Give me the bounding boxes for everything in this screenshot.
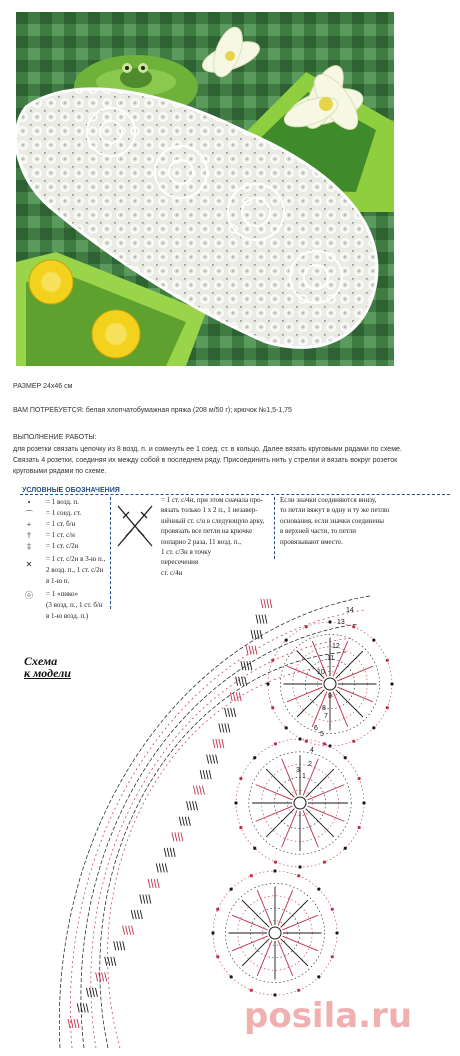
chain-dot [298,737,301,740]
chain-dot [253,847,256,850]
stitch-fan [146,895,148,904]
stitch-fan [193,801,195,810]
doily-photo [16,12,394,366]
stitch-fan [137,910,139,919]
row-number-label: 5 [320,731,324,738]
chain-dot [239,777,242,780]
legend-item-slip: = 1 соед. ст. [46,509,82,517]
stitch-fan [255,646,257,655]
stitch-fan [143,895,145,904]
chain-dot [271,706,274,709]
stitch-spoke [282,759,297,796]
stitch-spoke [266,809,294,837]
stitch-spoke [336,651,363,678]
stitch-spoke [333,691,348,727]
chain-dot [250,874,253,877]
stitch-fan [131,910,133,919]
stitch-fan [178,832,180,841]
quadruple-treble-icon [114,502,156,550]
row-number-label: 11 [327,655,335,662]
chain-dot [386,659,389,662]
stitch-fan [71,1019,73,1028]
stitch-fan [216,739,218,748]
stitch-fan [187,801,189,810]
stitch-fan [86,1003,88,1012]
chain-dot [234,801,237,804]
stitch-fan [216,755,218,764]
stitch-fan [132,926,134,935]
stitch-fan [259,615,261,624]
chain-dot [273,869,276,872]
stitch-fan [83,1003,85,1012]
stitch-fan [102,972,104,981]
stitch-fan [213,739,215,748]
stitch-spoke [242,939,269,966]
stitch-spoke [297,690,324,717]
chain-dot [372,726,375,729]
stitch-fan [74,1019,76,1028]
row-number-label: 14 [346,607,354,614]
stitch-fan [134,910,136,919]
chain-dot [328,744,331,747]
work-line-2: Связать 4 розетки, соединяя их между собой в последнем ряду. Присоединить нить у стрелки и вязать вокруг розеток [13,457,398,464]
chain-dot [362,801,365,804]
legend-item-chain: = 1 возд. п. [46,498,79,506]
chain-dot [317,888,320,891]
stitch-fan [173,848,175,857]
stitch-fan [77,1019,79,1028]
stitch-fan [200,770,202,779]
stitch-spoke [257,890,272,926]
stitch-fan [245,677,247,686]
stitch-fan [126,926,128,935]
stitch-fan [264,599,266,608]
stitch-spoke [307,785,344,800]
work-line-3: круговыми рядами по схеме. [13,468,107,475]
double-crochet-icon: † [27,531,31,540]
stitch-fan [157,879,159,888]
stitch-fan [182,817,184,826]
stitch-fan [140,910,142,919]
stitch-fan [219,723,221,732]
row-number-label: 13 [337,619,345,626]
stitch-fan [225,708,227,717]
stitch-fan [225,723,227,732]
stitch-fan [68,1019,70,1028]
legend-col2-line: провязать все петли на крючке [161,527,253,536]
stitch-fan [260,630,262,639]
chain-dot [274,742,277,745]
stitch-fan [207,755,209,764]
legend-col3-line: в верхней части, то петли [280,527,357,536]
stitch-fan [213,755,215,764]
stitch-fan [159,863,161,872]
border-arc [108,666,340,1048]
row-number-label: 10 [317,669,325,676]
legend-col3-line: то петли вяжут в одну и ту же петлю [280,506,390,515]
border-arc [91,638,352,1048]
schema-title-line1: Схема [24,654,58,668]
stitch-fan [188,817,190,826]
chain-dot [211,931,214,934]
stitch-fan [185,817,187,826]
row-number-label: 3 [296,767,300,774]
materials-line: ВАМ ПОТРЕБУЕТСЯ: белая хлопчатобумажная пряжа (208 м/50 г); крючок №1,5-1,75 [13,407,292,414]
stitch-spoke [307,806,344,821]
watermark: posila.ru [244,996,413,1036]
size-line: РАЗМЕР 24х46 см [13,383,73,390]
chain-dot [297,874,300,877]
chain-dot [253,756,256,759]
border-arc [100,652,346,1048]
stitch-fan [203,770,205,779]
stitch-spoke [287,687,323,702]
stitch-spoke [282,810,297,847]
legend-item-crossed-cont1: 2 возд. п., 1 ст. с/2н [46,566,104,574]
stitch-fan [261,599,263,608]
stitch-fan [252,646,254,655]
legend-item-tr: = 1 ст. с/2н [46,542,79,550]
stitch-spoke [232,915,268,930]
chain-dot [358,777,361,780]
stitch-spoke [336,690,363,717]
chain-dot [344,756,347,759]
chain-dot [298,865,301,868]
stitch-fan [162,863,164,872]
chain-dot [386,706,389,709]
stitch-fan [228,708,230,717]
chain-dot [331,908,334,911]
stitch-fan [108,957,110,966]
chain-dot [305,625,308,628]
rosette-center [269,927,281,939]
slip-stitch-icon: ⌒ [25,510,33,519]
single-crochet-icon: + [26,520,32,529]
row-number-label: 4 [310,747,314,754]
legend-col2 [161,495,273,578]
stitch-fan [209,770,211,779]
stitch-spoke [257,940,272,976]
chain-dot [216,955,219,958]
stitch-fan [231,708,233,717]
stitch-fan [222,739,224,748]
stitch-fan [190,801,192,810]
stitch-fan [114,957,116,966]
stitch-spoke [282,936,318,951]
stitch-fan [222,723,224,732]
stitch-spoke [306,769,334,797]
stitch-fan [123,941,125,950]
stitch-spoke [337,687,373,702]
stitch-fan [219,739,221,748]
legend-col2-line: вязать только 1 х 2 п., 1 незавер- [161,506,258,515]
stitch-fan [129,926,131,935]
stitch-fan [236,677,238,686]
stitch-fan [242,677,244,686]
chain-dot [331,955,334,958]
border-arc [81,624,358,1048]
stitch-fan [164,848,166,857]
legend-col2-line: 1 ст. с/3н в точку [161,548,212,557]
stitch-spoke [306,809,334,837]
stitch-fan [105,957,107,966]
stitch-fan [251,630,253,639]
stitch-fan [154,879,156,888]
stitch-fan [199,786,201,795]
stitch-spoke [303,810,318,847]
legend-item-crossed: = 1 ст. с/2н в 3-ю п., [46,555,106,563]
stitch-spoke [256,785,293,800]
legend-separator [274,497,276,559]
chain-dot [344,847,347,850]
stitch-spoke [281,939,308,966]
legend-item-picot-cont1: (3 возд. п., 1 ст. б/н [46,601,103,609]
chain-dot [323,861,326,864]
stitch-fan [167,848,169,857]
chain-dot [352,740,355,743]
stitch-fan [270,599,272,608]
chain-dot [230,888,233,891]
stitch-spoke [337,666,373,681]
stitch-fan [114,941,116,950]
row-number-label: 2 [308,761,312,768]
schema-title-line2: к модели [24,666,71,680]
legend-item-dc: = 1 ст. с/н [46,531,75,539]
stitch-fan [256,615,258,624]
chain-dot [271,659,274,662]
stitch-fan [206,770,208,779]
chain-dot [250,989,253,992]
stitch-fan [95,988,97,997]
legend-item-crossed-cont2: в 1-ю п. [46,577,70,585]
stitch-fan [149,895,151,904]
chain-dot [297,989,300,992]
crochet-schema [40,588,454,1050]
stitch-spoke [281,900,308,927]
stitch-fan [239,677,241,686]
row-number-label: 9 [328,693,332,700]
legend-col3-line: провязывают вместе. [280,537,343,546]
chain-dot [285,639,288,642]
stitch-fan [267,599,269,608]
stitch-fan [196,786,198,795]
legend-col2-line: шённый ст. с/н в следующую арку, [161,516,265,525]
stitch-fan [96,972,98,981]
legend-col2-line: ст. с/4н [161,568,183,577]
stitch-fan [179,817,181,826]
chain-dot [216,908,219,911]
stitch-fan [254,630,256,639]
chain-dot [352,625,355,628]
schema-title [24,655,71,679]
rosette-center [324,678,336,690]
stitch-fan [202,786,204,795]
chain-dot [335,931,338,934]
row-number-label: 6 [314,725,318,732]
legend-item-picot: = 1 «пико» [46,590,78,598]
stitch-fan [246,646,248,655]
legend-col2-line: пересечения [161,558,199,567]
row-number-label: 1 [302,773,306,780]
chain-dot [230,975,233,978]
stitch-fan [123,926,125,935]
legend-item-picot-cont2: в 1-ю возд. п.) [46,612,89,620]
stitch-fan [86,988,88,997]
stitch-fan [249,646,251,655]
stitch-fan [120,941,122,950]
chain-dot [390,682,393,685]
stitch-fan [247,661,249,670]
stitch-fan [262,615,264,624]
row-number-label: 7 [324,713,328,720]
stitch-fan [165,863,167,872]
chain-dot [328,620,331,623]
chain-dot [285,726,288,729]
rosette-center [294,797,306,809]
row-number-label: 12 [332,643,340,650]
chain-dot [274,861,277,864]
stitch-fan [236,692,238,701]
chain-dot [239,826,242,829]
legend-col3 [280,495,398,547]
stitch-fan [151,879,153,888]
picot-icon: ⓞ [25,591,33,600]
stitch-fan [241,661,243,670]
legend-col2-line: = 1 ст. с/4н, при этом сначала про- [161,496,263,504]
stitch-fan [244,661,246,670]
stitch-fan [111,957,113,966]
stitch-spoke [282,915,318,930]
stitch-fan [265,615,267,624]
stitch-fan [196,801,198,810]
work-line-1: для розетки связать цепочку из 8 возд. п. и сомкнуть ее 1 соед. ст. в кольцо. Далее вязать круговыми рядами по схеме. [13,446,402,453]
chain-stitch-icon: • [27,498,31,507]
stitch-spoke [278,890,293,926]
stitch-fan [175,832,177,841]
stitch-spoke [278,940,293,976]
chain-dot [317,975,320,978]
stitch-fan [117,941,119,950]
stitch-fan [105,972,107,981]
row-number-label: 8 [322,705,326,712]
stitch-fan [250,661,252,670]
stitch-spoke [256,806,293,821]
border-arc [59,596,370,1048]
stitch-spoke [232,936,268,951]
stitch-fan [234,708,236,717]
stitch-fan [156,863,158,872]
work-heading: ВЫПОЛНЕНИЕ РАБОТЫ: [13,434,97,441]
chain-dot [305,740,308,743]
stitch-fan [92,988,94,997]
crossed-treble-icon: ✕ [25,560,33,569]
stitch-spoke [242,900,269,927]
treble-crochet-icon: ‡ [27,542,31,551]
stitch-fan [170,848,172,857]
legend-item-sc: = 1 ст. б/н [46,520,76,528]
stitch-fan [210,755,212,764]
chain-dot [372,639,375,642]
chain-dot [358,826,361,829]
stitch-fan [172,832,174,841]
stitch-fan [228,723,230,732]
stitch-fan [193,786,195,795]
chain-dot [266,682,269,685]
stitch-fan [77,1003,79,1012]
stitch-fan [181,832,183,841]
stitch-fan [140,895,142,904]
legend-title: УСЛОВНЫЕ ОБОЗНАЧЕНИЯ [22,487,120,494]
legend-col3-line: Если значки соединяются внизу, [280,496,377,504]
legend-col2-line: попарно 2 раза, 11 возд. п., [161,537,242,546]
stitch-spoke [266,769,294,797]
chain-dot [323,742,326,745]
legend-col3-line: основания, если значки соединены [280,516,385,525]
stitch-fan [148,879,150,888]
